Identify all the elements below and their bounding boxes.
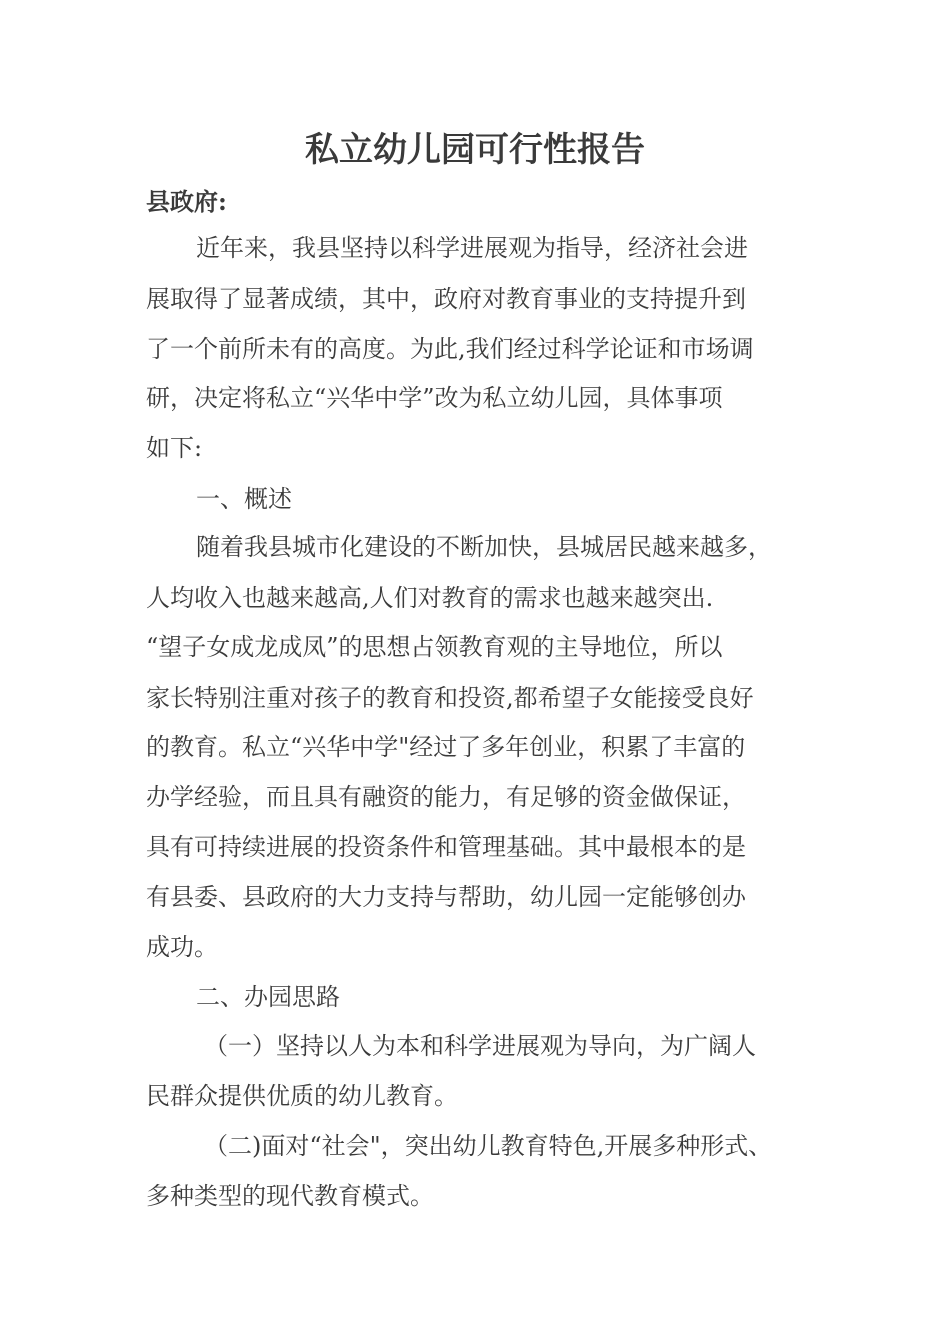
intro-line: 研，决定将私立“兴华中学”改为私立幼儿园，具体事项 [146,384,723,412]
approach-item-line: （一）坚持以人为本和科学进展观为导向，为广阔人 [204,1032,756,1060]
intro-line: 近年来，我县坚持以科学进展观为指导，经济社会进 [196,234,748,262]
salutation: 县政府: [146,187,227,216]
overview-line: 办学经验，而且具有融资的能力，有足够的资金做保证， [146,783,746,811]
approach-item-line: 民群众提供优质的幼儿教育。 [146,1082,458,1110]
overview-line: 成功。 [146,933,218,961]
approach-item-line: 多种类型的现代教育模式。 [146,1182,434,1210]
overview-line: 随着我县城市化建设的不断加快，县城居民越来越多， [196,533,772,561]
overview-line: 具有可持续进展的投资条件和管理基础。其中最根本的是 [146,833,746,861]
overview-line: “望子女成龙成凤”的思想占领教育观的主导地位，所以 [146,633,723,661]
intro-line: 如下: [146,434,203,462]
section-heading-approach: 二、办园思路 [196,983,340,1011]
overview-line: 的教育。私立“兴华中学"经过了多年创业，积累了丰富的 [146,733,746,761]
intro-line: 展取得了显著成绩，其中，政府对教育事业的支持提升到 [146,285,746,313]
section-heading-overview: 一、概述 [196,485,292,513]
intro-line: 了一个前所未有的高度。为此,我们经过科学论证和市场调 [146,335,754,363]
overview-line: 人均收入也越来越高,人们对教育的需求也越来越突出. [146,584,714,612]
overview-line: 有县委、县政府的大力支持与帮助，幼儿园一定能够创办 [146,883,746,911]
overview-line: 家长特别注重对孩子的教育和投资,都希望子女能接受良好 [146,684,754,712]
approach-item-line: （二)面对“社会"，突出幼儿教育特色,开展多种形式、 [204,1132,773,1160]
document-title: 私立幼儿园可行性报告 [305,130,645,170]
